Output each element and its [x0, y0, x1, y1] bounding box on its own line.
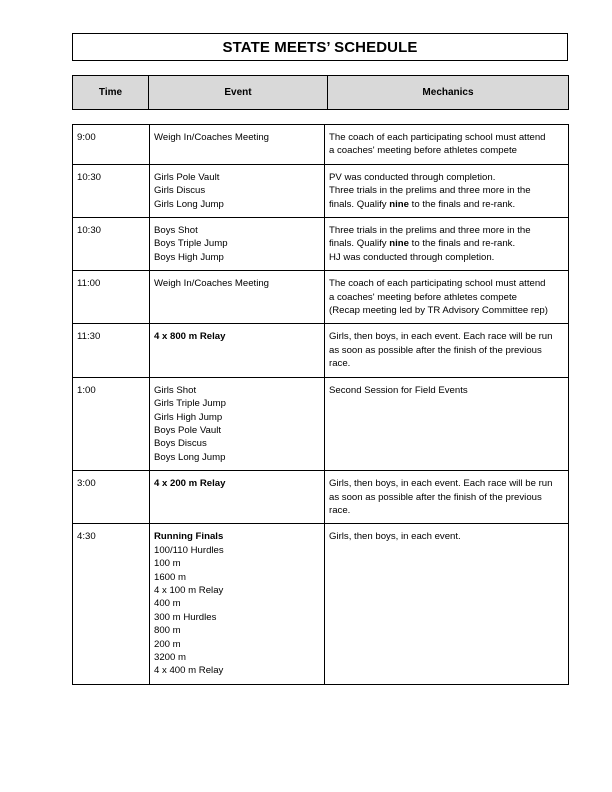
header-mechanics: Mechanics [422, 87, 474, 98]
table-row [73, 164, 569, 217]
event-item: 100 m [154, 558, 181, 570]
mechanics-line: race. [329, 504, 351, 516]
mechanics-text: finals. Qualify [329, 198, 390, 210]
time-cell: 3:00 [73, 471, 150, 524]
event-item: Weigh In/Coaches Meeting [154, 278, 270, 290]
mechanics-line: Girls, then boys, in each event. Each race will be run [329, 478, 553, 490]
event-item: Boys Long Jump [154, 451, 226, 463]
mechanics-line: The coach of each participating school must attend [329, 278, 546, 290]
time-cell: 11:30 [73, 324, 150, 377]
mechanics-line: Three trials in the prelims and three more in the [329, 225, 531, 237]
mechanics-cell [325, 218, 569, 271]
table-row [73, 324, 569, 377]
page-title: STATE MEETS’ SCHEDULE [222, 38, 418, 56]
time-cell: 9:00 [73, 125, 150, 165]
mechanics-text: to the finals and re-rank. [409, 198, 516, 210]
event-cell [150, 324, 325, 377]
mechanics-line: (Recap meeting led by TR Advisory Committee rep) [329, 305, 548, 317]
table-row [73, 524, 569, 684]
event-cell [150, 125, 325, 165]
event-item: Boys Triple Jump [154, 238, 228, 250]
event-item: Girls Long Jump [154, 198, 224, 210]
event-item: 3200 m [154, 652, 186, 663]
event-item: Girls High Jump [154, 411, 223, 423]
event-heading: Running Finals [154, 531, 224, 543]
event-item: Girls Triple Jump [154, 398, 226, 410]
time-cell: 1:00 [73, 377, 150, 470]
mechanics-line: Girls, then boys, in each event. Each race will be run [329, 331, 553, 343]
mechanics-line: HJ was conducted through completion. [329, 251, 495, 263]
table-row [73, 471, 569, 524]
schedule-body [73, 125, 569, 685]
event-cell [150, 377, 325, 470]
table-row [73, 125, 569, 165]
event-item: 4 x 100 m Relay [154, 584, 224, 596]
mechanics-line: Second Session for Field Events [329, 384, 468, 396]
mechanics-cell [325, 125, 569, 165]
time-cell: 11:00 [73, 271, 150, 324]
mechanics-line: as soon as possible after the finish of the previous [329, 491, 542, 503]
mechanics-line: Girls, then boys, in each event. [329, 531, 461, 543]
event-cell [150, 524, 325, 684]
mechanics-cell [325, 271, 569, 324]
time-cell: 4:30 [73, 524, 150, 684]
mechanics-line: race. [329, 358, 351, 370]
mechanics-cell [325, 164, 569, 217]
event-item: 400 m [154, 598, 181, 610]
page-title-box [72, 33, 568, 61]
mechanics-text: finals. Qualify [329, 238, 390, 250]
schedule-table [72, 124, 569, 685]
event-cell [150, 164, 325, 217]
event-item: 4 x 400 m Relay [154, 665, 224, 677]
event-item: Boys Discus [154, 438, 207, 450]
mechanics-cell [325, 524, 569, 684]
event-heading: 4 x 200 m Relay [154, 478, 226, 490]
emphasis-text: nine [389, 238, 409, 250]
mechanics-line: PV was conducted through completion. [329, 171, 496, 183]
mechanics-line [329, 237, 564, 250]
event-item: 800 m [154, 625, 181, 637]
mechanics-line: a coaches' meeting before athletes compete [329, 145, 517, 157]
mechanics-cell [325, 471, 569, 524]
event-item: Girls Discus [154, 185, 206, 197]
event-item: Boys Pole Vault [154, 424, 222, 436]
event-cell [150, 271, 325, 324]
time-cell: 10:30 [73, 218, 150, 271]
table-row [73, 218, 569, 271]
event-item: Weigh In/Coaches Meeting [154, 132, 270, 143]
event-item: Girls Pole Vault [154, 171, 220, 183]
time-cell: 10:30 [73, 164, 150, 217]
mechanics-line: Three trials in the prelims and three more in the [329, 185, 531, 197]
event-item: 100/110 Hurdles [154, 544, 224, 556]
header-time: Time [73, 76, 149, 109]
mechanics-line [329, 198, 564, 211]
mechanics-text: to the finals and re-rank. [409, 238, 516, 250]
mechanics-line: as soon as possible after the finish of the previous [329, 344, 542, 356]
event-heading: 4 x 800 m Relay [154, 331, 226, 343]
table-row [73, 271, 569, 324]
event-item: 1600 m [154, 571, 186, 583]
event-item: Boys High Jump [154, 251, 224, 263]
event-item: Girls Shot [154, 384, 197, 396]
mechanics-line: a coaches' meeting before athletes compete [329, 291, 517, 303]
event-item: 300 m Hurdles [154, 611, 217, 623]
table-header [72, 75, 569, 110]
emphasis-text: nine [389, 198, 409, 210]
table-row [73, 377, 569, 470]
event-cell [150, 471, 325, 524]
event-item: 200 m [154, 638, 181, 650]
mechanics-line: The coach of each participating school must attend [329, 132, 546, 143]
mechanics-cell [325, 377, 569, 470]
header-event: Event [149, 76, 328, 109]
event-item: Boys Shot [154, 225, 198, 237]
event-cell [150, 218, 325, 271]
mechanics-cell [325, 324, 569, 377]
